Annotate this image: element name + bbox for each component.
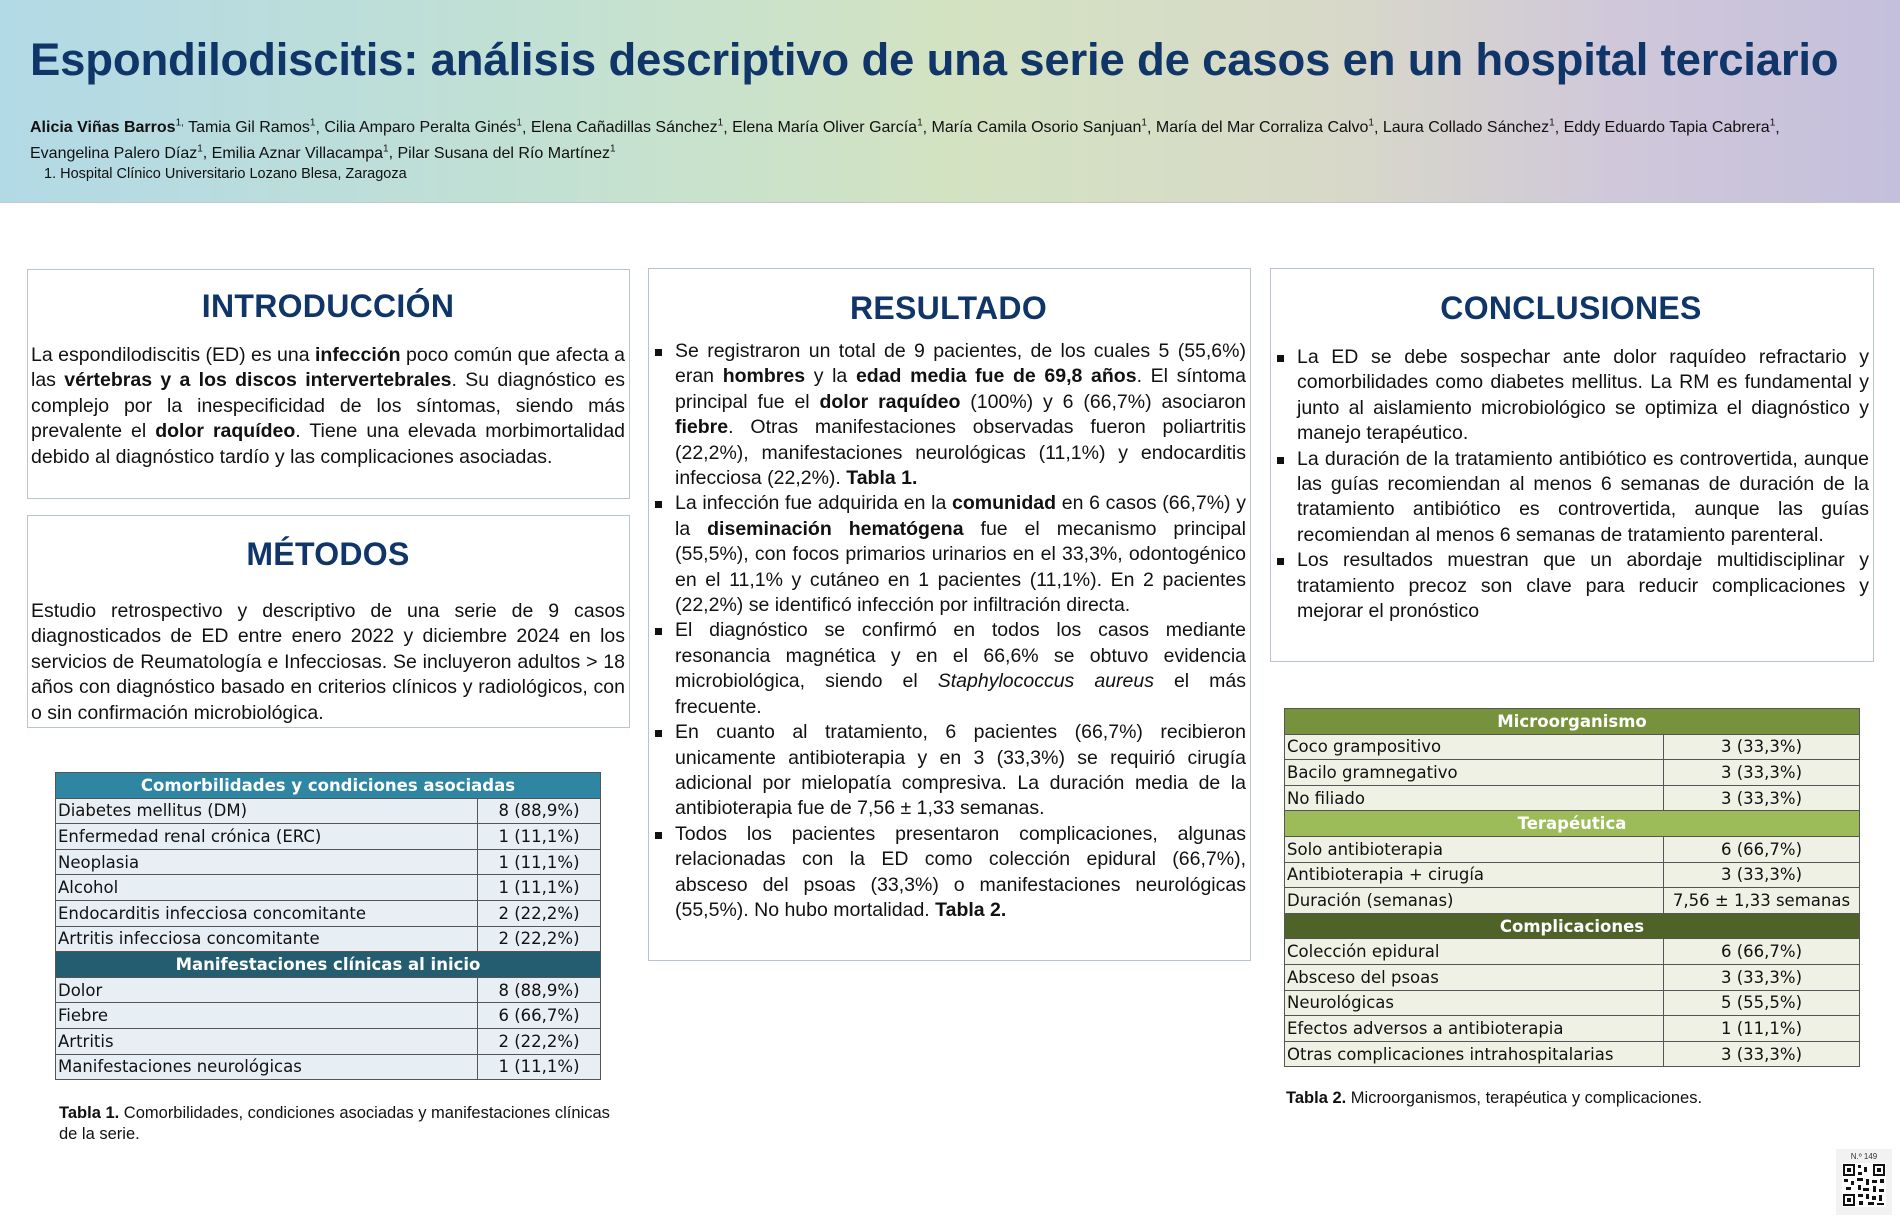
text-segment: Todos los pacientes presentaron complicaciones, algunas relacionadas con la ED como colección epidural (66,7%), absceso del psoas (33,3%) o manifestaciones neurológicas (55,5%). No hubo mortalidad. — [675, 822, 1246, 921]
text-segment: y la — [805, 365, 856, 388]
table-cell-value: 3 (33,3%) — [1664, 1041, 1860, 1067]
text-segment: . El síntoma principal fue el — [675, 365, 1246, 413]
author-name — [30, 119, 184, 136]
results-bullet — [651, 720, 1246, 822]
table-row — [1285, 1016, 1860, 1042]
table-cell-label: Colección epidural — [1285, 939, 1664, 965]
qr-code-icon — [1842, 1163, 1886, 1207]
author-affiliation-mark: 1 — [197, 143, 203, 155]
author-affiliation-mark: 1 — [1368, 118, 1374, 129]
text-segment: La espondilodiscitis (ED) es una — [31, 344, 315, 366]
author-name-text: Alicia Viñas Barros — [30, 119, 176, 137]
table-cell-label: Duración (semanas) — [1285, 888, 1664, 914]
author-name — [30, 145, 203, 162]
author-name-text: Cilia Amparo Peralta Ginés — [324, 119, 517, 137]
table-cell-value: 3 (33,3%) — [1664, 785, 1860, 811]
methods-heading: MÉTODOS — [246, 536, 410, 572]
table-section-header-cell: Complicaciones — [1285, 913, 1860, 939]
table-cell-value: 7,56 ± 1,33 semanas — [1664, 888, 1860, 914]
poster-header — [0, 0, 1900, 203]
author-affiliation-mark: 1 — [1769, 118, 1776, 129]
table-row — [56, 926, 601, 952]
author-name — [212, 145, 389, 162]
table-section-header-cell: Terapéutica — [1285, 811, 1860, 837]
text-segment: Se registraron un total de 9 pacientes, de los cuales 5 (55,6%) eran — [675, 340, 1246, 388]
results-bullet — [651, 822, 1246, 924]
author-list: Alicia Viñas Barros$^{1,}$ Tamia Gil Ramos$^1$, Cilia Amparo Peralta Ginés$^1$, Elena Cañadillas Sánchez$^1$, Elena María Oliver García$^1$, María Camila Osorio Sanjuan$^1$, María del Mar Corraliza Calvo$^1$, Laura Collado Sánchez$^1$, Eddy Eduardo Tapia Cabrera$^1$, Evangelina Palero Díaz$^1$, Emilia Aznar Villacampa$^1$, Pilar Susana del Río Martínez$^1$ — [30, 118, 1780, 162]
table-cell-label: Bacilo gramnegativo — [1285, 760, 1664, 786]
emphasis-text: dolor raquídeo — [155, 420, 296, 443]
text-segment: El diagnóstico se confirmó en todos los casos mediante resonancia magnética y en el 66,6% se obtuvo evidencia microbiológica, siendo el — [675, 619, 1246, 693]
table-cell-value: 2 (22,2%) — [478, 1028, 601, 1054]
table-cell-label: Endocarditis infecciosa concomitante — [56, 900, 478, 926]
table-row — [1285, 1041, 1860, 1067]
author-name-text: Laura Collado Sánchez — [1382, 119, 1550, 137]
results-bullet — [651, 491, 1246, 618]
table-row — [56, 1003, 601, 1029]
conclusions-bullet: La ED se debe sospechar ante dolor raquídeo refractario y comorbilidades como diabetes mellitus. La RM es fundamental y junto al aislamiento microbiológico se optimiza el diagnóstico y manejo terapéutico. — [1273, 345, 1869, 447]
author-affiliation-mark: 1 — [516, 118, 522, 129]
emphasis-text: Tabla 2. — [935, 898, 1007, 921]
table-cell-value: 1 (11,1%) — [478, 1054, 601, 1080]
author-name — [188, 119, 315, 136]
table-cell-value: 1 (11,1%) — [478, 875, 601, 901]
results-bullet — [651, 339, 1246, 491]
table-cell-label: Solo antibioterapia — [1285, 836, 1664, 862]
emphasis-text: dolor raquídeo — [819, 390, 961, 413]
methods-text: Estudio retrospectivo y descriptivo de una serie de 9 casos diagnosticados de ED entre enero 2022 y diciembre 2024 en los servicios de Reumatología e Infecciosas. Se incluyeron adultos > 18 años con diagnóstico basado en criterios clínicos y radiológicos, con o sin confirmación microbiológica. — [31, 600, 625, 724]
table-row — [56, 900, 601, 926]
author-name — [732, 119, 923, 136]
author-name-text: Pilar Susana del Río Martínez — [397, 144, 611, 162]
table-row — [1285, 862, 1860, 888]
author-name — [1564, 119, 1776, 136]
table-cell-value: 3 (33,3%) — [1664, 734, 1860, 760]
table-row — [56, 977, 601, 1003]
introduction-heading: INTRODUCCIÓN — [201, 288, 455, 324]
table-section-header — [56, 952, 601, 978]
text-segment: fue el mecanismo principal (55,5%), con focos primarios urinarios en el 33,3%, odontogénico en el 11,1% y cutáneo en 1 pacientes (11,1%). En 2 pacientes (22,2%) se identificó infección por infiltración directa. — [675, 517, 1246, 617]
text-segment: el más frecuente. — [675, 670, 1246, 718]
conclusions-section — [1270, 268, 1874, 662]
table-cell-label: Fiebre — [56, 1003, 478, 1029]
table-row — [1285, 836, 1860, 862]
table-cell-value: 5 (55,5%) — [1664, 990, 1860, 1016]
emphasis-text: edad media fue de 69,8 años — [855, 365, 1137, 388]
table-row — [1285, 964, 1860, 990]
qr-code-block — [1836, 1149, 1892, 1215]
text-segment: . Tiene una elevada morbimortalidad debido al diagnóstico tardío y las complicaciones asociadas. — [31, 420, 626, 468]
author-name-text: María del Mar Corraliza Calvo — [1155, 119, 1369, 137]
table-row — [56, 824, 601, 850]
table-cell-label: Enfermedad renal crónica (ERC) — [56, 824, 478, 850]
table-cell-value: 6 (66,7%) — [1664, 939, 1860, 965]
table-cell-label: Artritis — [56, 1028, 478, 1054]
table-cell-label: Manifestaciones neurológicas — [56, 1054, 478, 1080]
table-row — [56, 798, 601, 824]
table-row — [1285, 734, 1860, 760]
author-name — [1383, 119, 1555, 136]
text-segment: La infección fue adquirida en la — [675, 492, 953, 515]
emphasis-text: diseminación hematógena — [707, 517, 964, 540]
table-row — [56, 875, 601, 901]
methods-section — [27, 515, 630, 728]
table-section-header — [1285, 913, 1860, 939]
author-name-text: Elena Cañadillas Sánchez — [530, 119, 718, 137]
table-cell-label: Otras complicaciones intrahospitalarias — [1285, 1041, 1664, 1067]
text-segment: En cuanto al tratamiento, 6 pacientes (66,7%) recibieron unicamente antibioterapia y en 3 (33,3%) se requirió cirugía adicional por mielopatía compresiva. La duración media de la antibioterapia fue de 7,56 ± 1,33 semanas. — [675, 721, 1246, 820]
table-row — [1285, 888, 1860, 914]
table-cell-label: Absceso del psoas — [1285, 964, 1664, 990]
emphasis-text: comunidad — [952, 492, 1057, 515]
italic-text: Staphylococcus aureus — [937, 670, 1154, 693]
table-row — [56, 849, 601, 875]
author-affiliation-mark: 1 — [717, 118, 724, 129]
table-1-caption: Tabla 1. Comorbilidades, condiciones asociadas y manifestaciones clínicas de la serie. — [59, 1104, 610, 1143]
table-row — [1285, 760, 1860, 786]
table-cell-value: 6 (66,7%) — [478, 1003, 601, 1029]
author-name-text: Elena María Oliver García — [732, 119, 918, 137]
results-heading: RESULTADO — [849, 290, 1048, 326]
text-segment: (100%) y 6 (66,7%) asociaron — [960, 390, 1247, 413]
table-cell-label: Neurológicas — [1285, 990, 1664, 1016]
affiliation: 1. Hospital Clínico Universitario Lozano Blesa, Zaragoza — [44, 166, 407, 182]
results-list — [651, 339, 1246, 923]
introduction-text — [31, 343, 625, 470]
author-affiliation-mark: 1 — [917, 118, 923, 129]
author-name — [932, 119, 1147, 136]
table-cell-value: 1 (11,1%) — [478, 849, 601, 875]
table-1 — [55, 772, 601, 1080]
table-section-header — [1285, 811, 1860, 837]
conclusions-bullet: Los resultados muestran que un abordaje multidisciplinar y tratamiento precoz son clave para reducir complicaciones y mejorar el pronóstico — [1273, 548, 1869, 624]
conclusions-list — [1273, 345, 1869, 624]
table-cell-label: Diabetes mellitus (DM) — [56, 798, 478, 824]
author-name-text: Tamia Gil Ramos — [188, 119, 310, 137]
emphasis-text: Tabla 1. — [846, 467, 918, 490]
table-cell-label: Efectos adversos a antibioterapia — [1285, 1016, 1664, 1042]
author-name-text: María Camila Osorio Sanjuan — [931, 119, 1142, 137]
results-bullet — [651, 618, 1246, 720]
author-name-text: Eddy Eduardo Tapia Cabrera — [1563, 119, 1770, 137]
author-affiliation-mark: 1 — [1549, 118, 1555, 129]
emphasis-text: vértebras y a los discos intervertebrales — [64, 369, 452, 392]
author-name — [1156, 119, 1374, 136]
results-section — [648, 268, 1251, 961]
table-2-caption: Tabla 2. Microorganismos, terapéutica y complicaciones. — [1286, 1089, 1703, 1107]
table-cell-label: Coco grampositivo — [1285, 734, 1664, 760]
conclusions-bullet: La duración de la tratamiento antibiótico es controvertida, aunque las guías recomiendan al menos 6 semanas de duración de la tratamiento antibiótico es controvertida, aunque las guías recomiendan al menos 6 semanas de tratamiento parenteral. — [1273, 447, 1869, 549]
author-name-text: Evangelina Palero Díaz — [30, 144, 198, 162]
poster-number: N.º 149 — [1850, 1152, 1878, 1161]
emphasis-text: hombres — [722, 365, 806, 388]
author-name — [397, 145, 615, 162]
table-section-header-cell: Manifestaciones clínicas al inicio — [56, 952, 601, 978]
table-cell-label: Alcohol — [56, 875, 478, 901]
table-section-header — [1285, 709, 1860, 735]
text-segment: . Su diagnóstico es complejo por la inespecificidad de los síntomas, siendo más prevalente el — [31, 369, 625, 443]
table-section-header-cell: Microorganismo — [1285, 709, 1860, 735]
text-segment: . Otras manifestaciones observadas fueron poliartritis (22,2%), manifestaciones neurológicas (11,1%) y endocarditis infecciosa (22,2%). — [675, 416, 1246, 490]
author-affiliation-mark: 1 — [610, 143, 616, 155]
table-cell-value: 6 (66,7%) — [1664, 836, 1860, 862]
table-cell-value: 1 (11,1%) — [478, 824, 601, 850]
table-row — [56, 1054, 601, 1080]
table-section-header — [56, 773, 601, 799]
emphasis-text: infección — [314, 344, 401, 366]
author-name — [531, 119, 723, 136]
table-section-header-cell: Comorbilidades y condiciones asociadas — [56, 773, 601, 799]
table-cell-value: 3 (33,3%) — [1664, 964, 1860, 990]
table-cell-value: 8 (88,9%) — [478, 977, 601, 1003]
table-cell-value: 3 (33,3%) — [1664, 862, 1860, 888]
table-2 — [1284, 708, 1860, 1067]
author-affiliation-mark: 1 — [383, 143, 389, 155]
table-cell-value: 2 (22,2%) — [478, 926, 601, 952]
author-name-text: Emilia Aznar Villacampa — [211, 144, 384, 162]
table-cell-label: Artritis infecciosa concomitante — [56, 926, 478, 952]
emphasis-text: fiebre — [675, 416, 729, 439]
table-cell-value: 2 (22,2%) — [478, 900, 601, 926]
table-cell-value: 8 (88,9%) — [478, 798, 601, 824]
author-name — [324, 119, 522, 136]
text-segment: en 6 casos (66,7%) y la — [675, 492, 1246, 540]
text-segment: poco común que afecta a las — [31, 344, 625, 392]
table-row — [1285, 785, 1860, 811]
author-affiliation-mark: 1, — [175, 118, 184, 129]
poster-title: Espondilodiscitis: análisis descriptivo de una serie de casos en un hospital terciario — [30, 34, 1839, 85]
author-affiliation-mark: 1 — [309, 118, 316, 129]
table-cell-value: 1 (11,1%) — [1664, 1016, 1860, 1042]
table-cell-label: Neoplasia — [56, 849, 478, 875]
table-row — [56, 1028, 601, 1054]
introduction-section — [27, 269, 630, 499]
table-cell-value: 3 (33,3%) — [1664, 760, 1860, 786]
author-affiliation-mark: 1 — [1141, 118, 1147, 129]
table-cell-label: Antibioterapia + cirugía — [1285, 862, 1664, 888]
table-cell-label: Dolor — [56, 977, 478, 1003]
table-row — [1285, 990, 1860, 1016]
table-row — [1285, 939, 1860, 965]
table-cell-label: No filiado — [1285, 785, 1664, 811]
conclusions-heading: CONCLUSIONES — [1440, 290, 1702, 326]
